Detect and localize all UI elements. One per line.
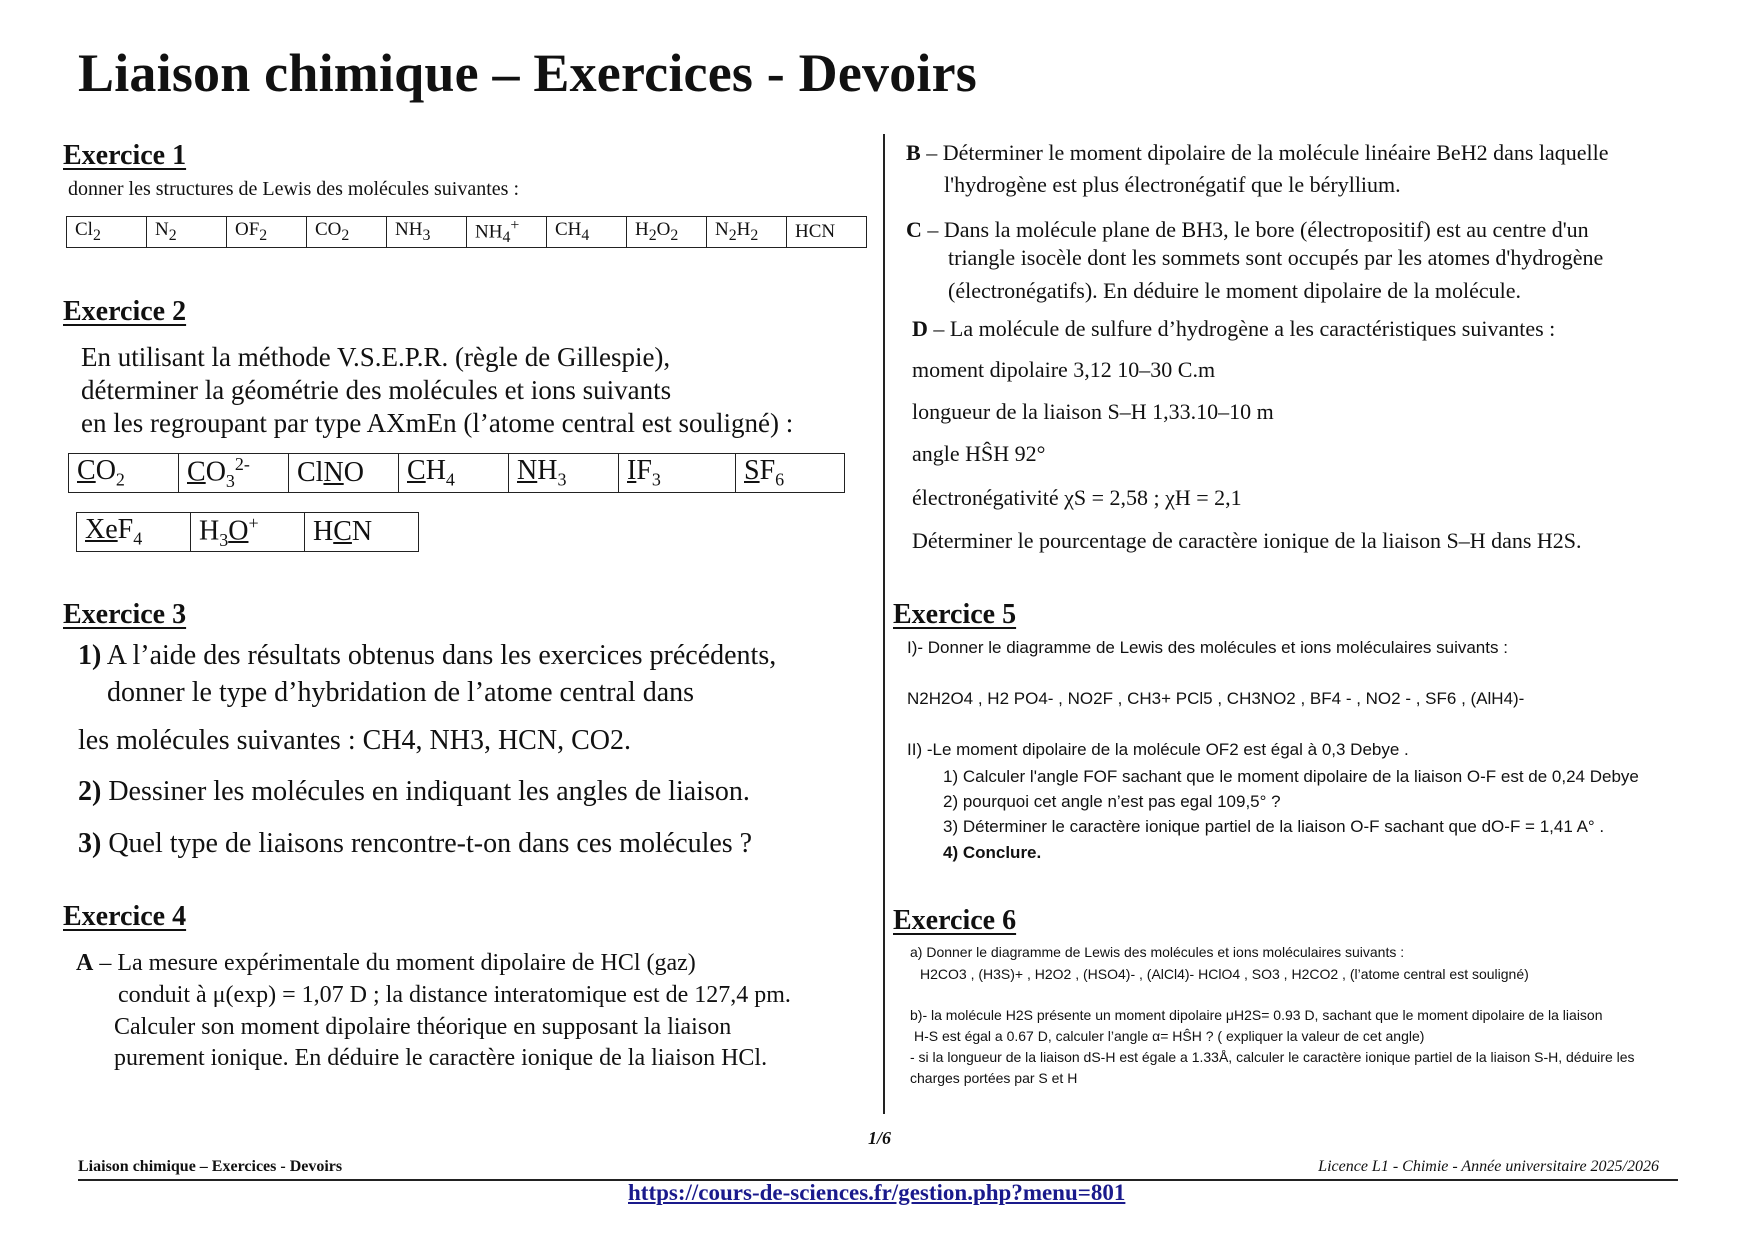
ex1-mol: $H_2O_2$ <box>627 217 707 248</box>
footer-right: Licence L1 - Chimie - Année universitaire 2025/2026 <box>1318 1158 1659 1175</box>
ex4-d-line5: électronégativité χS = 2,58 ; χH = 2,1 <box>912 485 1242 510</box>
ex1-instruction: donner les structures de Lewis des molécules suivantes : <box>68 178 519 200</box>
ex2-mol: $CO_3^{2-}$ <box>179 454 289 493</box>
ex5-q1: 1) Calculer l'angle FOF sachant que le moment dipolaire de la liaison O-F est de 0,24 Debye <box>943 767 1639 786</box>
ex2-mol: $SF_6$ <box>736 454 845 493</box>
ex3-q2: Dessiner les molécules en indiquant les angles de liaison. <box>108 776 750 807</box>
ex1-mol: $NH_3$ <box>387 217 467 248</box>
ex2-mol: ClNO <box>289 454 399 493</box>
ex2-heading: Exercice 2 <box>63 296 187 327</box>
ex4-b-line1: – Déterminer le moment dipolaire de la molécule linéaire BeH2 dans laquelle <box>926 140 1609 165</box>
ex4-d-line6: Déterminer le pourcentage de caractère ionique de la liaison S–H dans H2S. <box>912 528 1582 553</box>
ex5-q4: 4) Conclure. <box>943 843 1042 862</box>
ex4-b-line2: l'hydrogène est plus électronégatif que le béryllium. <box>944 172 1401 197</box>
ex6-b-line4: charges portées par S et H <box>910 1070 1078 1086</box>
ex6-b-line1: b)- la molécule H2S présente un moment dipolaire μH2S= 0.93 D, sachant que le moment dipolaire de la liaison <box>910 1007 1603 1023</box>
ex1-mol: $N_2H_2$ <box>707 217 787 248</box>
ex4-c-line3: (électronégatifs). En déduire le moment dipolaire de la molécule. <box>948 278 1521 303</box>
ex4-heading: Exercice 4 <box>63 901 187 932</box>
ex2-line2: déterminer la géométrie des molécules et ions suivants <box>81 375 672 405</box>
ex2-molecule-table-2 <box>76 512 419 552</box>
ex2-mol: $CO_2$ <box>69 454 179 493</box>
ex4-c-line1: – Dans la molécule plane de BH3, le bore (électropositif) est au centre d'un <box>927 217 1589 242</box>
ex4-a-line3: Calculer son moment dipolaire théorique en supposant la liaison <box>114 1014 732 1040</box>
ex5-q2: 2) pourquoi cet angle n’est pas egal 109,5° ? <box>943 792 1281 811</box>
ex1-mol: $Cl_2$ <box>67 217 147 248</box>
ex4-a-line2: conduit à μ(exp) = 1,07 D ; la distance interatomique est de 127,4 pm. <box>118 982 791 1008</box>
ex6-b-line2: H-S est égal a 0.67 D, calculer l’angle α= HŜH ? ( expliquer la valeur de cet angle) <box>914 1028 1425 1044</box>
ex5-q3: 3) Déterminer le caractère ionique partiel de la liaison O-F sachant que dO-F = 1,41 A° . <box>943 817 1605 836</box>
ex3-q1-line-a: A l’aide des résultats obtenus dans les exercices précédents, <box>106 640 777 671</box>
column-divider <box>883 134 885 1114</box>
page-number: 1/6 <box>868 1128 892 1148</box>
ex2-mol: XeF$_4$ <box>77 513 191 552</box>
ex2-mol: HCN <box>305 513 419 552</box>
ex4-d-line1: – La molécule de sulfure d’hydrogène a les caractéristiques suivantes : <box>933 316 1556 341</box>
ex2-mol: $NH_3$ <box>509 454 619 493</box>
ex3-q1-num: 1) <box>78 640 102 671</box>
ex2-line3: en les regroupant par type AXmEn (l’atome central est souligné) : <box>81 408 794 438</box>
ex3-q1-line-c: les molécules suivantes : CH4, NH3, HCN, CO2. <box>78 725 631 756</box>
ex4-d-label: D <box>912 316 928 341</box>
ex4-c-line2: triangle isocèle dont les sommets sont occupés par les atomes d'hydrogène <box>948 245 1604 270</box>
ex3-q1-line-b: donner le type d’hybridation de l’atome central dans <box>107 677 695 708</box>
ex1-molecule-table <box>66 216 867 248</box>
ex3-q3: Quel type de liaisons rencontre-t-on dans ces molécules ? <box>108 828 753 859</box>
ex4-a-line1: – La mesure expérimentale du moment dipolaire de HCl (gaz) <box>99 950 696 976</box>
ex4-c-label: C <box>906 217 922 242</box>
ex5-heading: Exercice 5 <box>893 599 1017 630</box>
ex4-a-line4: purement ionique. En déduire le caractère ionique de la liaison HCl. <box>114 1045 768 1071</box>
ex1-mol: $OF_2$ <box>227 217 307 248</box>
ex6-a-line2: H2CO3 , (H3S)+ , H2O2 , (HSO4)- , (AlCl4)- HClO4 , SO3 , H2CO2 , (l’atome central est souligné) <box>920 966 1529 982</box>
ex2-mol: $CH_4$ <box>399 454 509 493</box>
ex1-mol: $CO_2$ <box>307 217 387 248</box>
ex3-heading: Exercice 3 <box>63 599 187 630</box>
ex2-mol: $IF_3$ <box>619 454 736 493</box>
ex1-mol: $NH_4^+$ <box>467 217 547 248</box>
ex6-heading: Exercice 6 <box>893 905 1017 936</box>
ex4-d-line2: moment dipolaire 3,12 10–30 C.m <box>912 357 1216 382</box>
ex2-mol: $H_3O^+$ <box>191 513 305 552</box>
page-title: Liaison chimique – Exercices - Devoirs <box>78 43 978 103</box>
ex1-mol: $N_2$ <box>147 217 227 248</box>
ex5-part1: I)- Donner le diagramme de Lewis des molécules et ions moléculaires suivants : <box>907 638 1508 657</box>
ex4-b-label: B <box>906 140 921 165</box>
ex4-d-line3: longueur de la liaison S–H 1,33.10–10 m <box>912 399 1274 424</box>
ex6-b-line3: - si la longueur de la liaison dS-H est égale a 1.33Å, calculer le caractère ionique partiel de la liaison S-H, déduire les <box>910 1049 1635 1065</box>
ex1-mol: HCN <box>787 217 867 248</box>
footer-url-link[interactable]: https://cours-de-sciences.fr/gestion.php?menu=801 <box>628 1180 1126 1205</box>
ex4-d-line4: angle HŜH 92° <box>912 441 1046 466</box>
ex1-mol: $CH_4$ <box>547 217 627 248</box>
ex5-molecule-list: N2H2O4 , H2 PO4- , NO2F , CH3+ PCl5 , CH3NO2 , BF4 - , NO2 - , SF6 , (AlH4)- <box>907 689 1525 708</box>
ex2-molecule-table-1 <box>68 453 845 493</box>
ex6-a-line1: a) Donner le diagramme de Lewis des molécules et ions moléculaires suivants : <box>910 944 1405 960</box>
ex3-q3-num: 3) <box>78 828 102 859</box>
ex1-heading: Exercice 1 <box>63 140 187 171</box>
ex4-a-label: A <box>76 950 94 976</box>
ex2-line1: En utilisant la méthode V.S.E.P.R. (règle de Gillespie), <box>81 342 671 372</box>
ex5-part2: II) -Le moment dipolaire de la molécule OF2 est égal à 0,3 Debye . <box>907 740 1409 759</box>
footer-left: Liaison chimique – Exercices - Devoirs <box>78 1158 343 1175</box>
ex3-q2-num: 2) <box>78 776 102 807</box>
